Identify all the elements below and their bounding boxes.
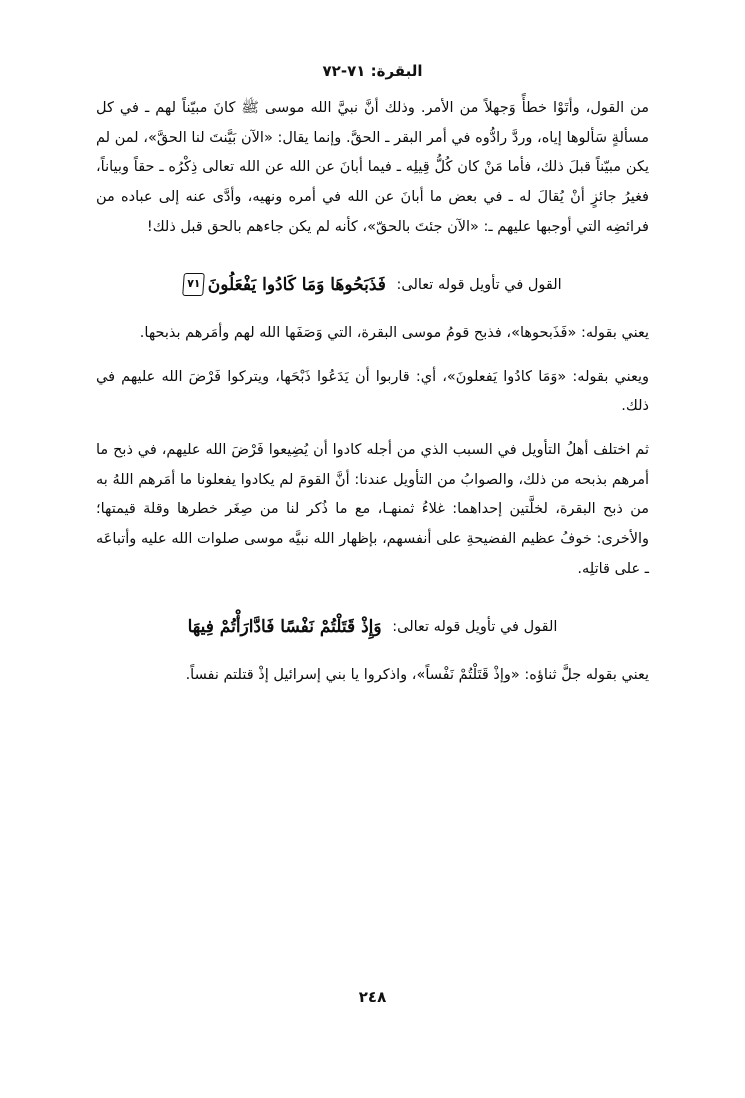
document-body	[96, 94, 649, 691]
section-heading-label-1: القول في تأويل قوله تعالى:	[396, 276, 562, 293]
quran-verse-2: وَإِذْ قَتَلْتُمْ نَفْسًا فَادَّارَأْتُمْ فِيهَا	[187, 616, 382, 637]
section-heading-2	[96, 611, 649, 643]
page-number: ٢٤٨	[358, 988, 387, 1006]
paragraph-opening: من القول، وأتَوْا خطأً وَجهلاً من الأمر. وذلك أنَّ نبيَّ الله موسى ﷺ كانَ مبيّناً لهم ـ في كل مسألةٍ سَألوها إياه، وردَّ رادُّوه في أمر البقر ـ الحقَّ. وإنما يقال: «الآن بَيَّنتَ لنا الحقَّ»، لمن لم يكن مبيّناً قبلَ ذلك، فأما مَنْ كان كُلُّ قِيلِه ـ فيما أبانَ عن الله عن الله تعالى ذِكْرُه ـ حقاً وبياناً، فغيرُ جائزٍ أنْ يُقالَ له ـ في بعض ما أبانَ عن الله في أمره ونهيه، وأدَّى عنه إلى عباده من فرائضِه التي أوجبها عليهم ـ: «الآن جئتَ بالحقّ»، كأنه لم يكن جاءهم بالحق قبل ذلك!	[96, 100, 649, 235]
paragraph-1-2: ويعني بقوله: «وَمَا كادُوا يَفعلونَ»، أي: قاربوا أن يَدَعُوا ذَبْحَها، ويتركوا فَرْضَ الله عليهم في ذلك.	[96, 368, 649, 415]
paragraph-1-1: يعني بقوله: «فَذَبحوها»، فذبح قومُ موسى البقرة، التي وَصَفَها الله لهم وأمَرهم بذبحها.	[139, 324, 649, 341]
paragraph-2-1: يعني بقوله جلَّ ثناؤه: «وإذْ قَتَلْتُمْ نَفْساً»، واذكروا يا بني إسرائيل إذْ قتلتم نفساً.	[185, 666, 649, 683]
paragraph-1-3: ثم اختلف أهلُ التأويل في السبب الذي من أجله كادوا أن يُضِيعوا فَرْضَ الله عليهم، في ذبح ما أمرهم بذبحه من ذلك، والصوابُ من التأويل عندنا: أنَّ القومَ لم يكادوا يفعلونا ما أمَرهم اللهُ به من ذبح البقرة، لخلَّتين إحداهما: غلاءُ ثمنهـا، مع ما ذُكر لنا من صِغَر خطرها وقلة قيمتها؛ والأخرى: خوفُ عظيم الفضيحةِ على أنفسهم، بإظهار الله نبيَّه موسى صلوات الله عليه وأتباعَه ـ على قاتلِه.	[96, 442, 649, 577]
section-heading-1	[96, 269, 649, 301]
page-header: البقرة: ٧١-٧٢	[322, 62, 423, 80]
section-heading-label-2: القول في تأويل قوله تعالى:	[392, 618, 558, 635]
quran-verse-1: فَذَبَحُوهَا وَمَا كَادُوا يَفْعَلُونَ	[207, 274, 386, 295]
ayah-number-icon-1: ٧١	[183, 273, 206, 296]
